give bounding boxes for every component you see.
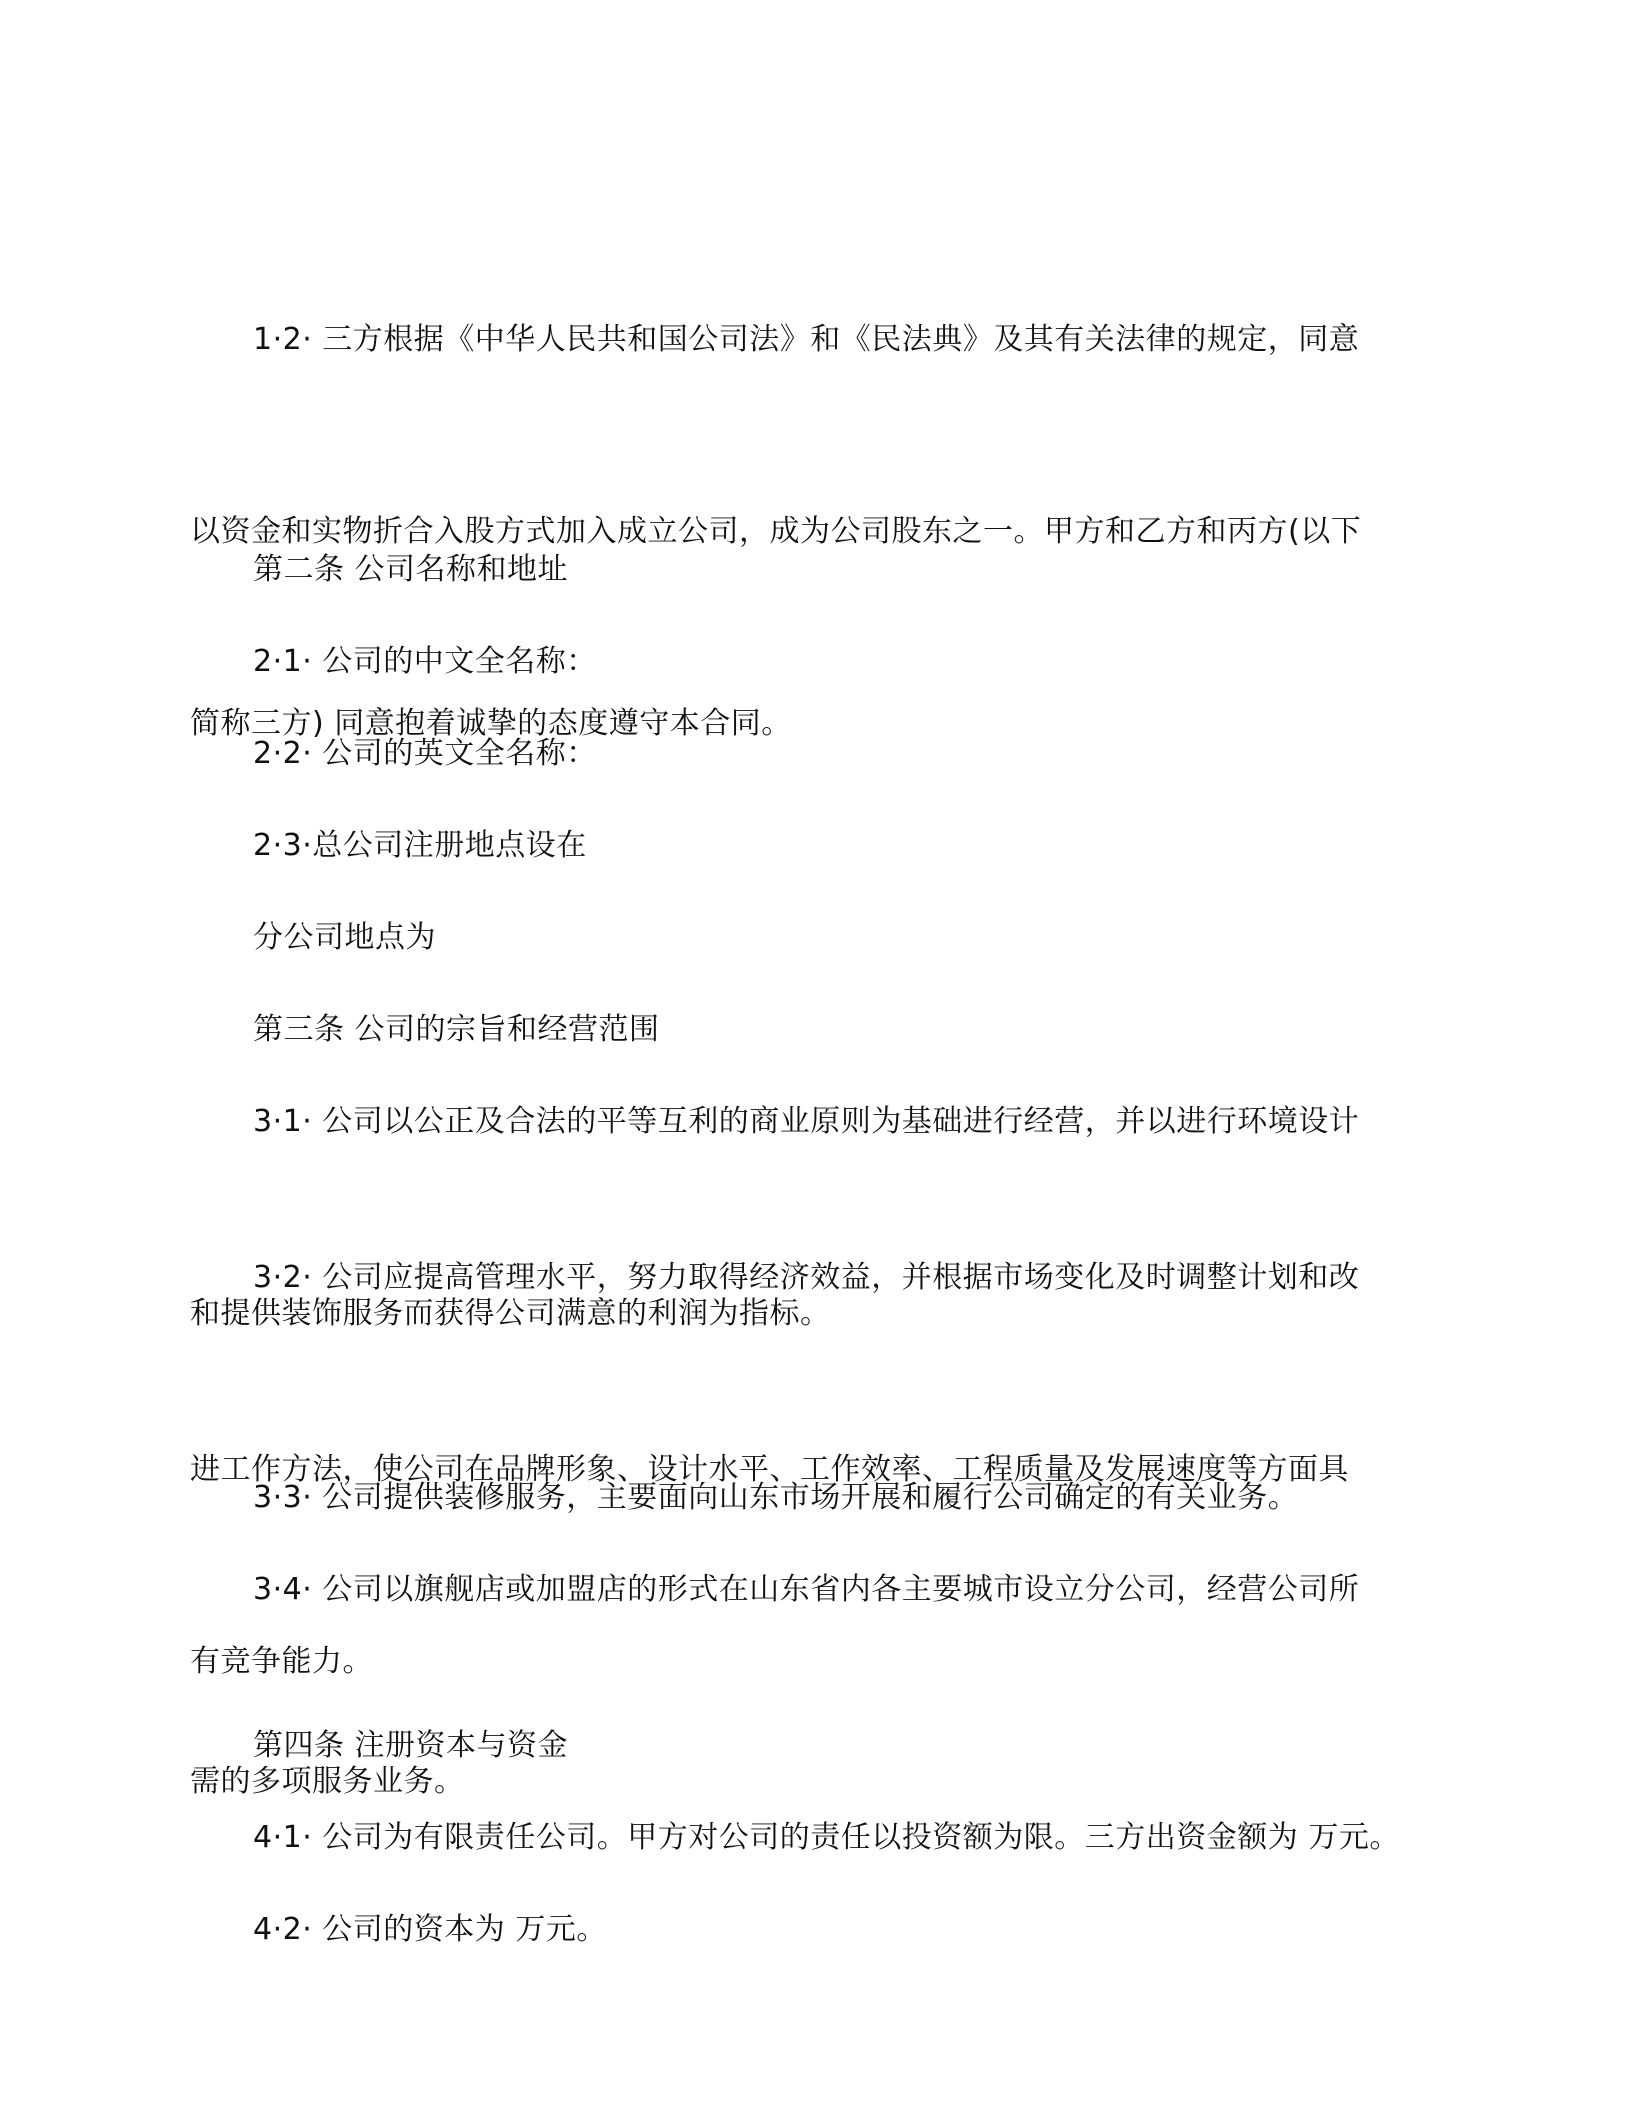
text-line: 分公司地点为 — [253, 920, 436, 955]
text-line: 3·4· 公司以旗舰店或加盟店的形式在山东省内各主要城市设立分公司，经营公司所 — [253, 1572, 1360, 1607]
text-line: 需的多项服务业务。 — [190, 1764, 465, 1799]
text-line: 和提供装饰服务而获得公司满意的利润为指标。 — [190, 1296, 831, 1331]
text-line: 3·3· 公司提供装修服务，主要面向山东市场开展和履行公司确定的有关业务。 — [253, 1480, 1299, 1515]
text-line: 2·2· 公司的英文全名称： — [253, 736, 597, 771]
text-line: 3·1· 公司以公正及合法的平等互利的商业原则为基础进行经营，并以进行环境设计 — [253, 1104, 1360, 1139]
text-line: 4·2· 公司的资本为 万元。 — [253, 1912, 607, 1947]
paragraph-4-2 — [190, 1770, 1450, 2090]
text-line: 第二条 公司名称和地址 — [253, 552, 569, 587]
text-line: 简称三方) 同意抱着诚挚的态度遵守本合同。 — [190, 706, 792, 741]
text-line: 1·2· 三方根据《中华人民共和国公司法》和《民法典》及其有关法律的规定，同意 — [253, 322, 1360, 357]
text-line: 3·2· 公司应提高管理水平，努力取得经济效益，并根据市场变化及时调整计划和改 — [253, 1260, 1360, 1295]
text-line: 有竞争能力。 — [190, 1644, 373, 1679]
text-line: 第四条 注册资本与资金 — [253, 1728, 569, 1763]
text-line: 2·1· 公司的中文全名称： — [253, 644, 597, 679]
text-line: 2·3·总公司注册地点设在 — [253, 828, 587, 863]
text-line: 第三条 公司的宗旨和经营范围 — [253, 1012, 660, 1047]
text-line: 以资金和实物折合入股方式加入成立公司，成为公司股东之一。甲方和乙方和丙方(以下 — [190, 514, 1362, 549]
text-line: 4·1· 公司为有限责任公司。甲方对公司的责任以投资额为限。三方出资金额为 万元。 — [253, 1820, 1400, 1855]
text-line: 进工作方法，使公司在品牌形象、设计水平、工作效率、工程质量及发展速度等方面具 — [190, 1452, 1349, 1487]
